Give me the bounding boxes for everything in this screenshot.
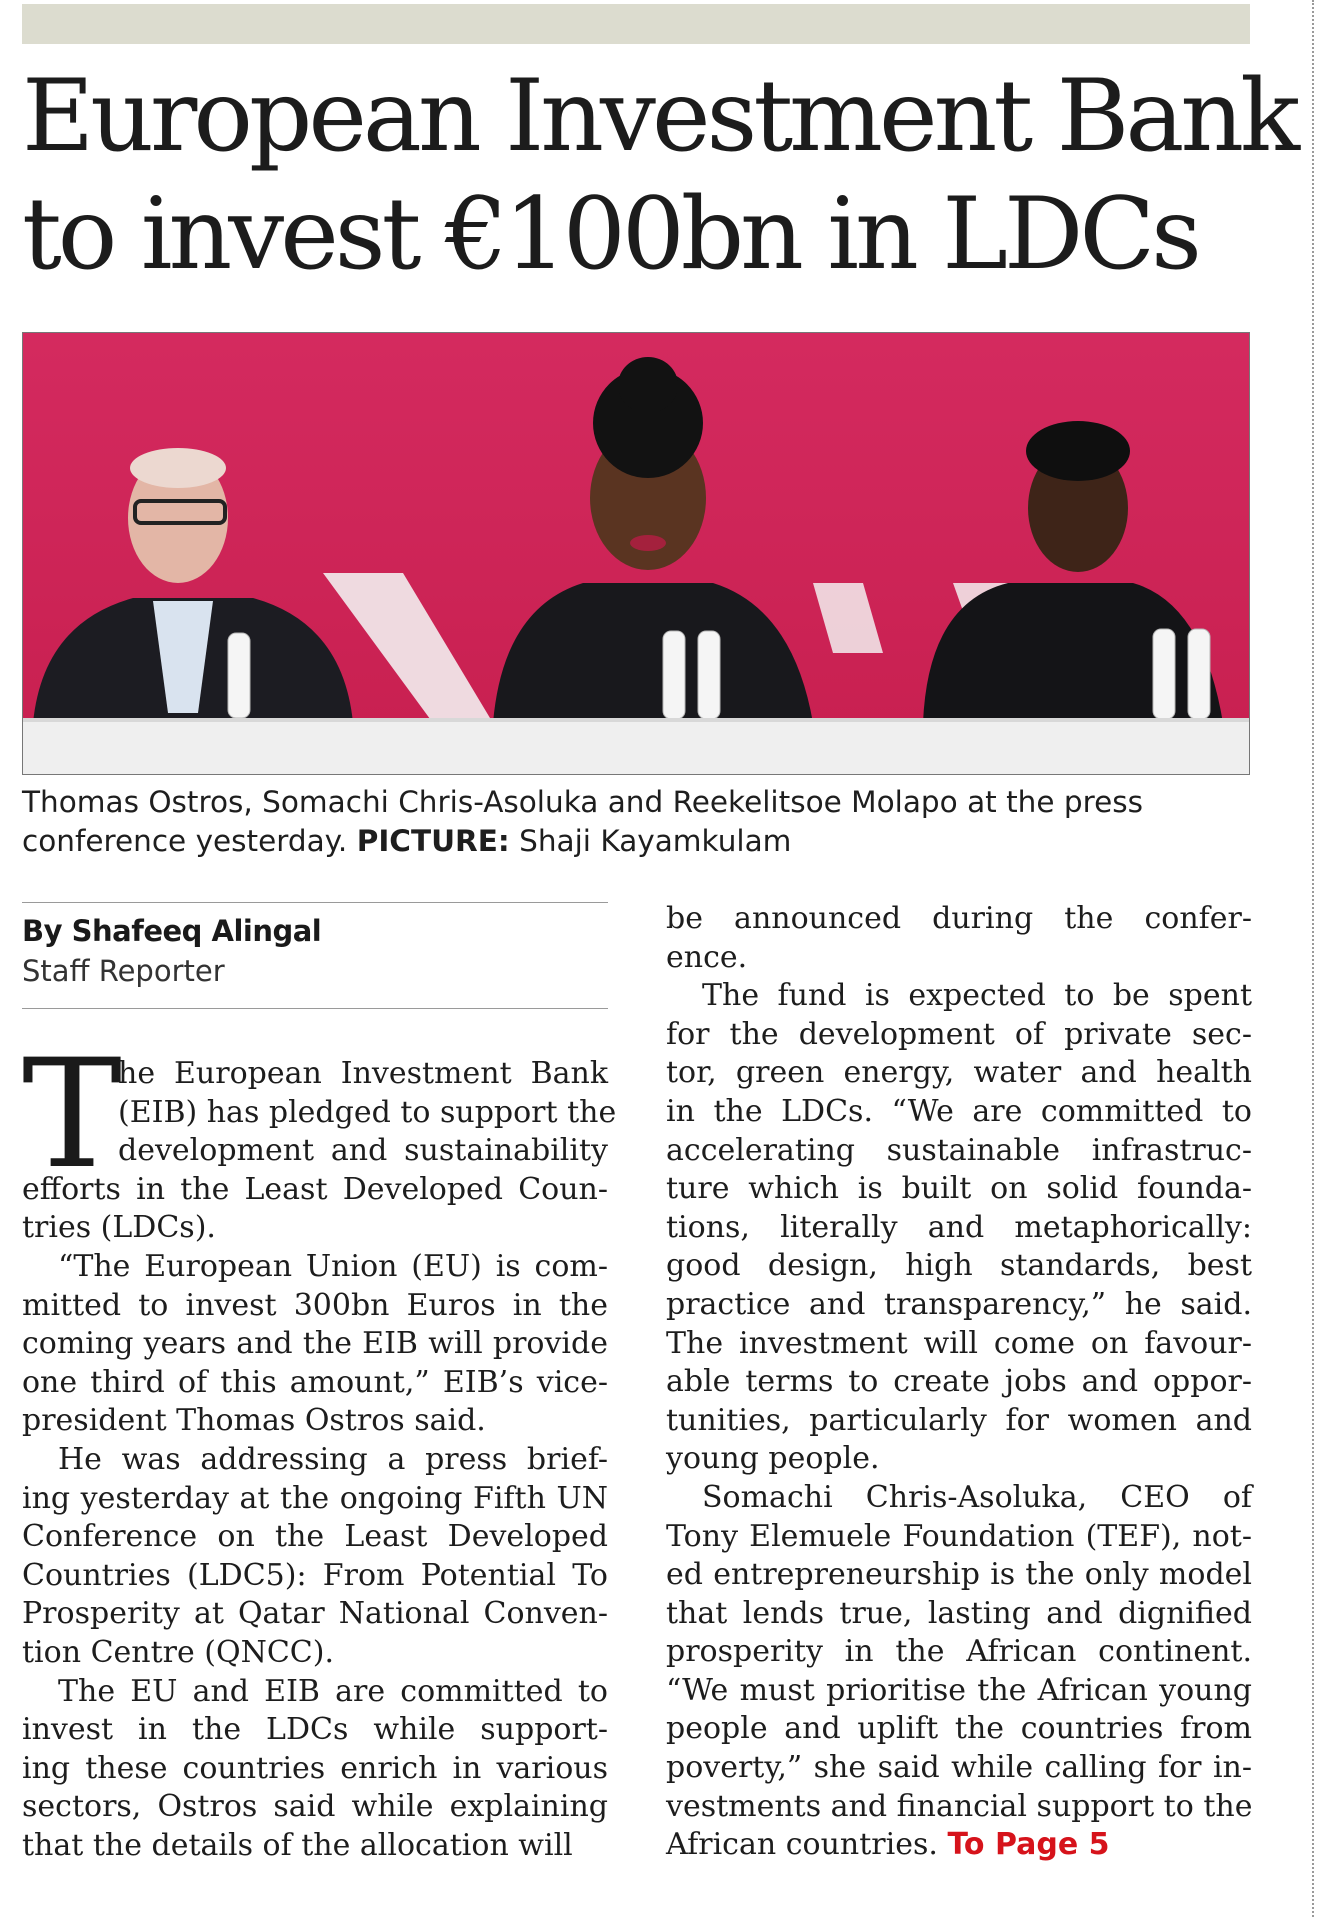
article-line: (EIB) has pledged to support the — [118, 1094, 617, 1130]
article-line: prosperity in the African continent. — [666, 1634, 1252, 1670]
article-line: one third of this amount,” EIB’s vice- — [22, 1364, 608, 1400]
article-line: Somachi Chris-Asoluka, CEO of — [702, 1479, 1252, 1515]
article-line: The fund is expected to be spent — [702, 978, 1252, 1014]
top-color-band — [22, 4, 1250, 44]
article-line: African countries. To Page 5 — [666, 1827, 1110, 1863]
article-line: Conference on the Least Developed — [22, 1519, 608, 1555]
article-line: ence. — [666, 939, 748, 975]
headline-line-2: to invest €100bn in LDCs — [22, 177, 1198, 292]
article-line: Countries (LDC5): From Potential To — [22, 1557, 608, 1593]
article-line: mitted to invest 300bn Euros in the — [22, 1287, 608, 1323]
continued-to-page-link[interactable]: To Page 5 — [947, 1827, 1110, 1863]
article-line: “The European Union (EU) is com- — [58, 1248, 608, 1284]
byline-role: Staff Reporter — [22, 954, 225, 988]
article-line: he European Investment Bank — [118, 1056, 608, 1091]
article-line: He was addressing a press brief- — [58, 1441, 608, 1477]
article-line: Prosperity at Qatar National Conven- — [22, 1596, 608, 1632]
article-line: be announced during the confer- — [666, 901, 1252, 936]
article-line: in the LDCs. “We are committed to — [666, 1093, 1252, 1129]
article-line: sectors, Ostros said while explaining — [22, 1789, 608, 1825]
caption-credit-name: Shaji Kayamkulam — [519, 824, 792, 858]
article-line: tion Centre (QNCC). — [22, 1634, 334, 1670]
article-line: The EU and EIB are committed to — [58, 1673, 608, 1709]
article-column-1 — [22, 1055, 617, 1865]
article-line: ing these countries enrich in various — [22, 1750, 608, 1786]
byline-bottom-rule — [22, 1008, 608, 1009]
article-line: efforts in the Least Developed Coun- — [22, 1171, 608, 1207]
article-line: ed entrepreneurship is the only model — [666, 1557, 1252, 1593]
article-line: tor, green energy, water and health — [666, 1055, 1252, 1091]
article-line: for the development of private sec- — [666, 1016, 1252, 1052]
article-line: good design, high standards, best — [666, 1248, 1252, 1284]
article-line: practice and transparency,” he said. — [666, 1286, 1252, 1322]
article-line: tunities, particularly for women and — [666, 1402, 1252, 1438]
article-line: able terms to create jobs and oppor- — [666, 1364, 1252, 1400]
photo-caption — [22, 783, 1252, 861]
article-line: coming years and the EIB will provide — [22, 1326, 608, 1362]
article-line: that the details of the allocation will — [22, 1827, 573, 1863]
article-line: The investment will come on favour- — [666, 1325, 1252, 1361]
article-line: that lends true, lasting and dignified — [666, 1595, 1252, 1631]
article-line: accelerating sustainable infrastruc- — [666, 1132, 1252, 1168]
caption-credit-label: PICTURE: — [356, 824, 510, 858]
column-divider-dotted — [1312, 0, 1314, 1917]
article-line: people and uplift the countries from — [666, 1711, 1252, 1747]
article-line: vestments and financial support to the — [666, 1788, 1253, 1824]
caption-text: Thomas Ostros, Somachi Chris-Asoluka and Reekelitsoe Molapo at the press conference yesterday. — [22, 785, 1143, 858]
article-line: development and sustainability — [118, 1133, 608, 1169]
byline-author: By Shafeeq Alingal — [22, 914, 322, 948]
article-line: young people. — [666, 1441, 880, 1477]
article-line: tries (LDCs). — [22, 1210, 216, 1246]
article-line: ing yesterday at the ongoing Fifth UN — [22, 1480, 608, 1516]
drop-cap: T — [22, 1028, 123, 1202]
headline-line-1: European Investment Bank — [22, 59, 1297, 174]
article-line: president Thomas Ostros said. — [22, 1403, 486, 1439]
article-line: ture which is built on solid founda- — [666, 1171, 1252, 1207]
article-line: Tony Elemuele Foundation (TEF), not- — [666, 1518, 1252, 1554]
byline-top-rule — [22, 902, 608, 903]
article-line: invest in the LDCs while support- — [22, 1712, 608, 1748]
article-line: poverty,” she said while calling for in- — [666, 1750, 1252, 1786]
article-line: tions, literally and metaphorically: — [666, 1209, 1252, 1245]
article-headline — [22, 58, 1297, 294]
article-line: “We must prioritise the African young — [666, 1672, 1252, 1708]
article-column-2 — [666, 900, 1252, 1865]
press-conference-photo — [22, 332, 1250, 775]
